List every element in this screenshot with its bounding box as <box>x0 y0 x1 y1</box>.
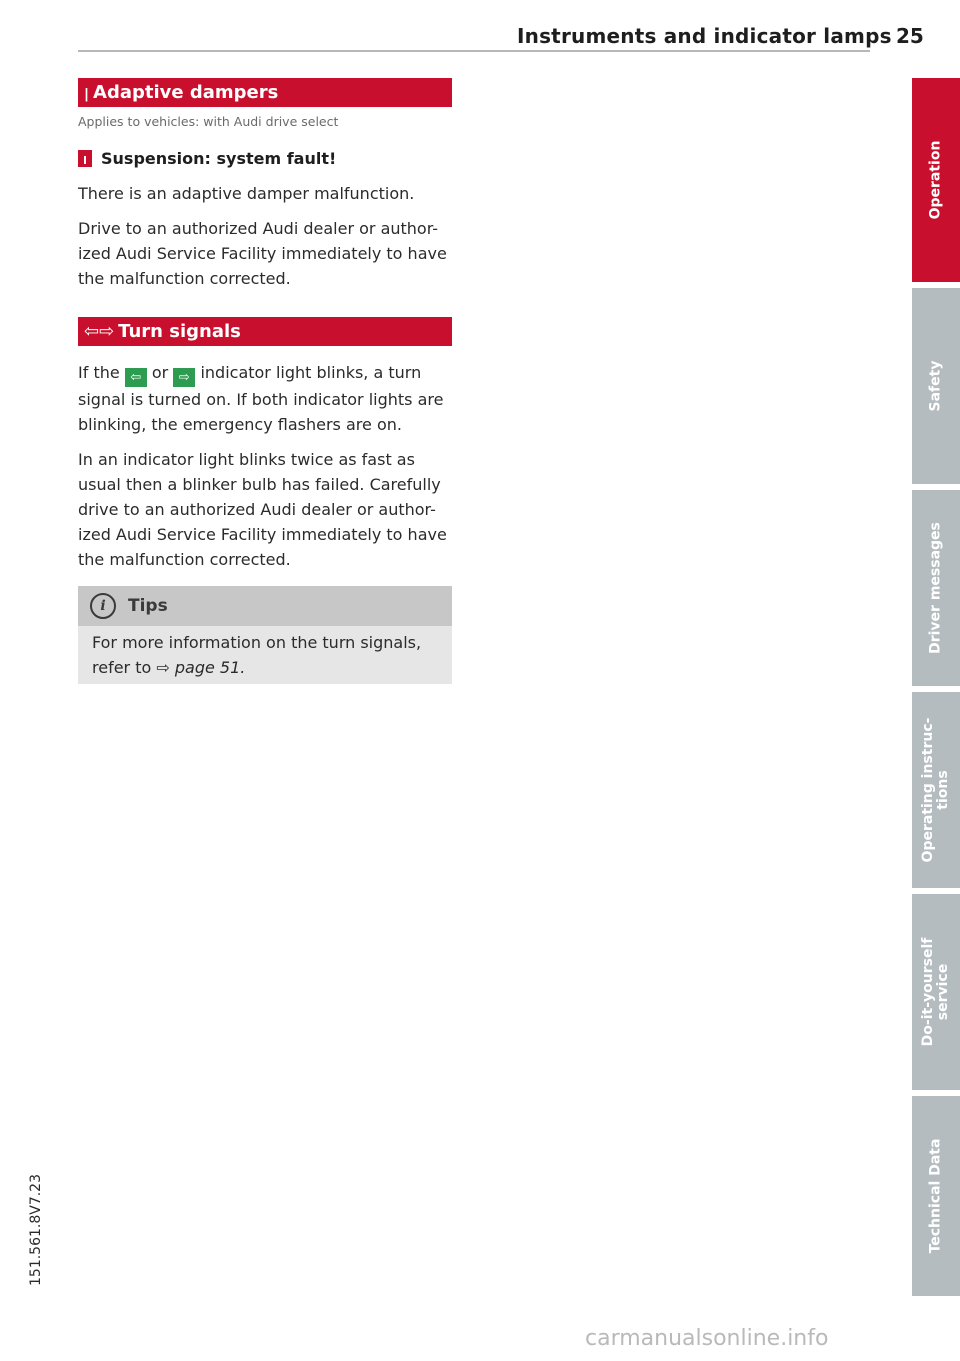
tab-label-line: tions <box>935 770 951 810</box>
paragraph: Drive to an authorized Audi dealer or author-ized Audi Service Facility immediately to have the malfunction corrected. <box>78 219 447 288</box>
tab-operation[interactable] <box>912 78 960 282</box>
tab-technical-data[interactable] <box>912 1096 960 1296</box>
turn-signal-arrows-icon: ⇦⇨ <box>84 321 115 342</box>
tab-label: Technical Data <box>927 1138 944 1254</box>
applies-to-note: Applies to vehicles: with Audi drive select <box>78 114 339 129</box>
running-header-title: Instruments and indicator lamps <box>517 24 892 48</box>
section-heading-turn-signals <box>78 317 452 346</box>
right-turn-indicator-icon: ⇨ <box>173 368 195 387</box>
left-turn-indicator-icon: ⇦ <box>125 368 147 387</box>
section-title: Adaptive dampers <box>93 82 279 103</box>
tab-label-line: service <box>935 963 951 1021</box>
text-fragment: indicator light blinks, a turn signal is turned on. If both indicator lights are blinking, the emergency flashers are on. <box>78 363 444 434</box>
tab-label: Safety <box>927 360 944 412</box>
text-fragment: or <box>151 363 169 382</box>
damper-icon: ꞁ <box>84 82 90 103</box>
paragraph <box>78 360 452 437</box>
turn-signals-section <box>78 317 452 684</box>
tab-label: Operation <box>927 140 944 220</box>
page-number: 25 <box>896 24 924 48</box>
tab-driver-messages[interactable] <box>912 490 960 686</box>
tab-label: Driver messages <box>927 522 944 654</box>
page-reference-link[interactable]: ⇨ page 51. <box>156 658 246 677</box>
tab-operating-instructions[interactable] <box>912 692 960 888</box>
tips-box <box>78 586 452 684</box>
tab-label <box>921 938 951 1047</box>
paragraph: In an indicator light blinks twice as fast as usual then a blinker bulb has failed. Carefully drive to an authorized Audi dealer or author-ized Audi Service Facility immediately to have the malfunction corrected. <box>78 450 447 569</box>
tab-do-it-yourself-service[interactable] <box>912 894 960 1090</box>
tips-text <box>78 626 452 684</box>
suspension-warning-icon: ꞁ <box>78 150 92 167</box>
info-icon: i <box>90 593 116 619</box>
document-code: 151.561.8V7.23 <box>28 1174 44 1286</box>
paragraph: There is an adaptive damper malfunction. <box>78 184 415 203</box>
tips-sentence: For more information on the turn signals, refer to <box>92 633 422 677</box>
text-fragment: If the <box>78 363 120 382</box>
adaptive-dampers-section <box>78 78 452 291</box>
tab-label-line: Operating instruc- <box>920 717 936 863</box>
warning-heading <box>78 149 452 168</box>
tab-label-line: Do-it-yourself <box>920 937 936 1047</box>
tips-title: Tips <box>128 596 168 616</box>
tab-safety[interactable] <box>912 288 960 484</box>
section-title: Turn signals <box>118 321 241 342</box>
tab-label <box>921 718 951 863</box>
header-rule <box>78 50 870 52</box>
warning-text: Suspension: system fault! <box>101 149 337 168</box>
section-heading-adaptive-dampers <box>78 78 452 107</box>
watermark: carmanualsonline.info <box>585 1326 829 1351</box>
tips-heading <box>78 586 452 626</box>
